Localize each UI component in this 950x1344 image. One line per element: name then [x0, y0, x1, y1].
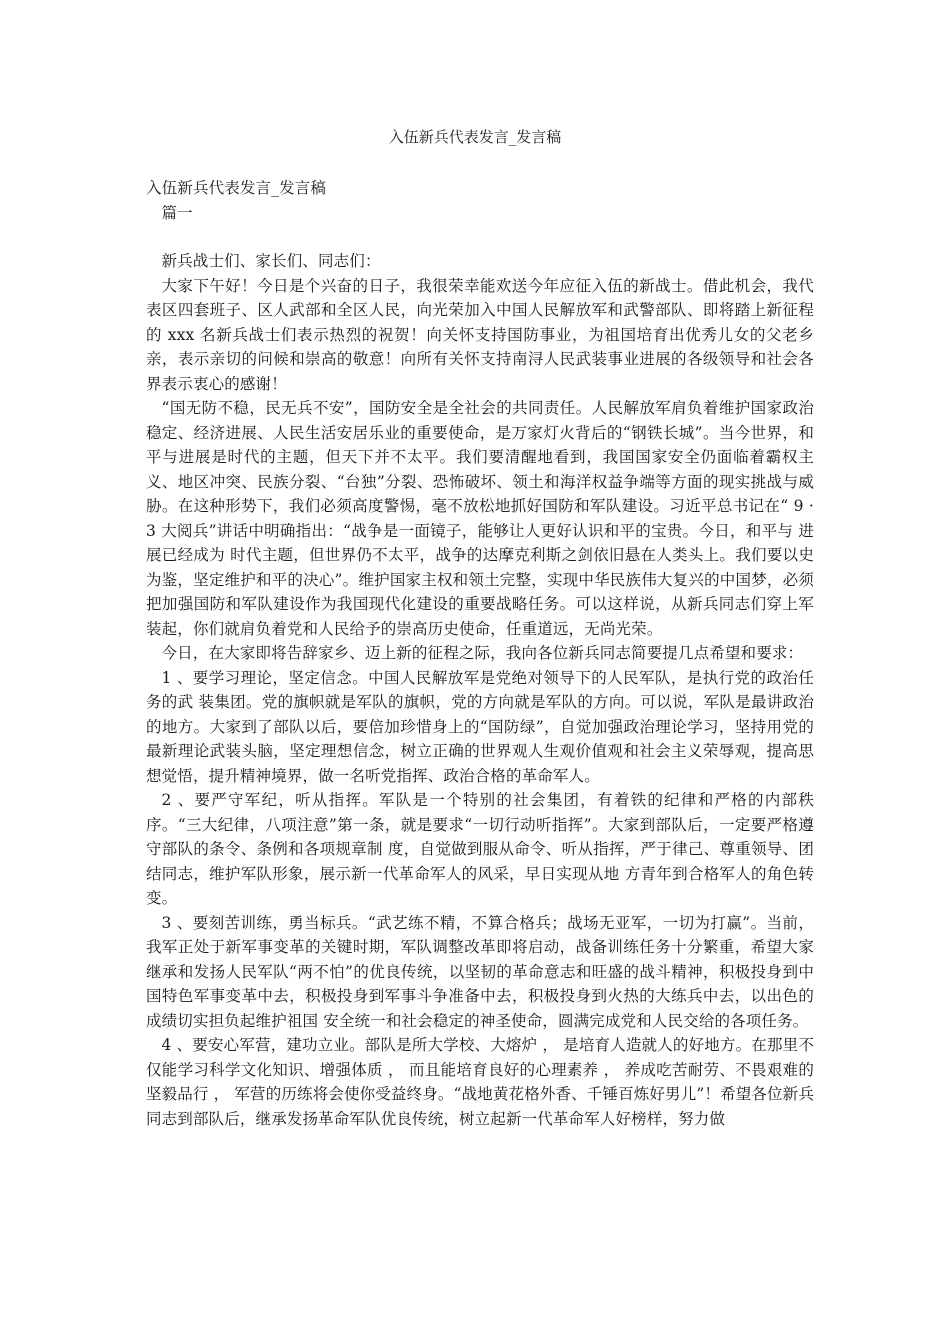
- section-label: 篇一: [161, 203, 193, 222]
- salutation: 新兵战士们、家长们、同志们：: [161, 252, 381, 270]
- paragraph: 3 、要刻苦训练，勇当标兵。“武艺练不精，不算合格兵；战场无亚军，一切为打赢”。当前，我军正处于新军事变革的关键时期，军队调整改革即将启动，战备训练任务十分繁重，希望大家继承和发扬人民军队“两不怕”的优良传统，以坚韧的革命意志和旺盛的战斗精神，积极投身到中国特色军事变革中去，积极投身到军事斗争准备中去，积极投身到火热的大练兵中去，以出色的成绩切实担负起维护祖国 安全统一和社会稳定的神圣使命，圆满完成党和人民交给的各项任务。: [146, 913, 814, 1030]
- paragraph: “国无防不稳，民无兵不安”，国防安全是全社会的共同责任。人民解放军肩负着维护国家政治稳定、经济进展、人民生活安居乐业的重要使命，是万家灯火背后的“钢铁长城”。当今世界，和平与进展是时代的主题，但天下并不太平。我们要清醒地看到，我国国家安全仍面临着霸权主义、地区冲突、民族分裂、“台独”分裂、恐怖破坏、领土和海洋权益争端等方面的现实挑战与威胁。在这种形势下，我们必须高度警惕，毫不放松地抓好国防和军队建设。习近平总书记在“ 9 · 3 大阅兵”讲话中明确指出：“战争是一面镜子，能够让人更好认识和平的宝贵。今日，和平与 进展已经成为 时代主题，但世界仍不太平，战争的达摩克利斯之剑依旧悬在人类头上。我们要以史为鉴，坚定维护和平的决心”。维护国家主权和领土完整，实现中华民族伟大复兴的中国梦，必须把加强国防和军队建设作为我国现代化建设的重要战略任务。可以这样说，从新兵同志们穿上军装起，你们就肩负着党和人民给予的崇高历史使命，任重道远，无尚光荣。: [146, 399, 814, 638]
- paragraph: 今日，在大家即将告辞家乡、迈上新的征程之际，我向各位新兵同志简要提几点希望和要求：: [161, 644, 804, 662]
- paragraph: 1 、要学习理论，坚定信念。中国人民解放军是党绝对领导下的人民军队，是执行党的政治任务的武 装集团。党的旗帜就是军队的旗帜，党的方向就是军队的方向。可以说，军队是最讲政治的地方。大家到了部队以后，要倍加珍惜身上的“国防绿”，自觉加强政治理论学习，坚持用党的最新理论武装头脑，坚定理想信念，树立正确的世界观人生观价值观和社会主义荣辱观，提高思想觉悟，提升精神境界，做一名听党指挥、政治合格的革命军人。: [146, 668, 814, 785]
- blank-line: [146, 225, 814, 249]
- document-heading: 入伍新兵代表发言_发言稿: [146, 179, 327, 197]
- document-header-title: 入伍新兵代表发言_发言稿: [388, 128, 562, 146]
- paragraph: 大家下午好！今日是个兴奋的日子，我很荣幸能欢送今年应征入伍的新战士。借此机会，我代表区四套班子、区人武部和全区人民，向光荣加入中国人民解放军和武警部队、即将踏上新征程的 xxx 名新兵战士们表示热烈的祝贺！向关怀支持国防事业，为祖国培育出优秀儿女的父老乡亲，表示亲切的问候和崇高的敬意！向所有关怀支持南浔人民武装事业进展的各级领导和社会各界表示衷心的感谢！: [146, 276, 814, 393]
- paragraph: 2 、要严守军纪，听从指挥。军队是一个特别的社会集团，有着铁的纪律和严格的内部秩序。“三大纪律，八项注意”第一条，就是要求“一切行动听指挥”。大家到部队后，一定要严格遵守部队的条令、条例和各项规章制 度，自觉做到服从命令、听从指挥，严于律己、尊重领导、团结同志，维护军队形象，展示新一代革命军人的风采，早日实现从地 方青年到合格军人的角色转变。: [146, 791, 814, 907]
- paragraph: 4 、要安心军营，建功立业。部队是所大学校、大熔炉 ， 是培育人造就人的好地方。在那里不仅能学习科学文化知识、增强体质 ， 而且能培育良好的心理素养 ， 养成吃苦耐劳、不畏艰难的坚毅品行 ， 军营的历练将会使你受益终身。“战地黄花格外香、千锤百炼好男儿”！希望各位新兵同志到部队后，继承发扬革命军队优良传统，树立起新一代革命军人好榜样，努力做: [146, 1036, 814, 1128]
- document-body: [146, 176, 814, 1131]
